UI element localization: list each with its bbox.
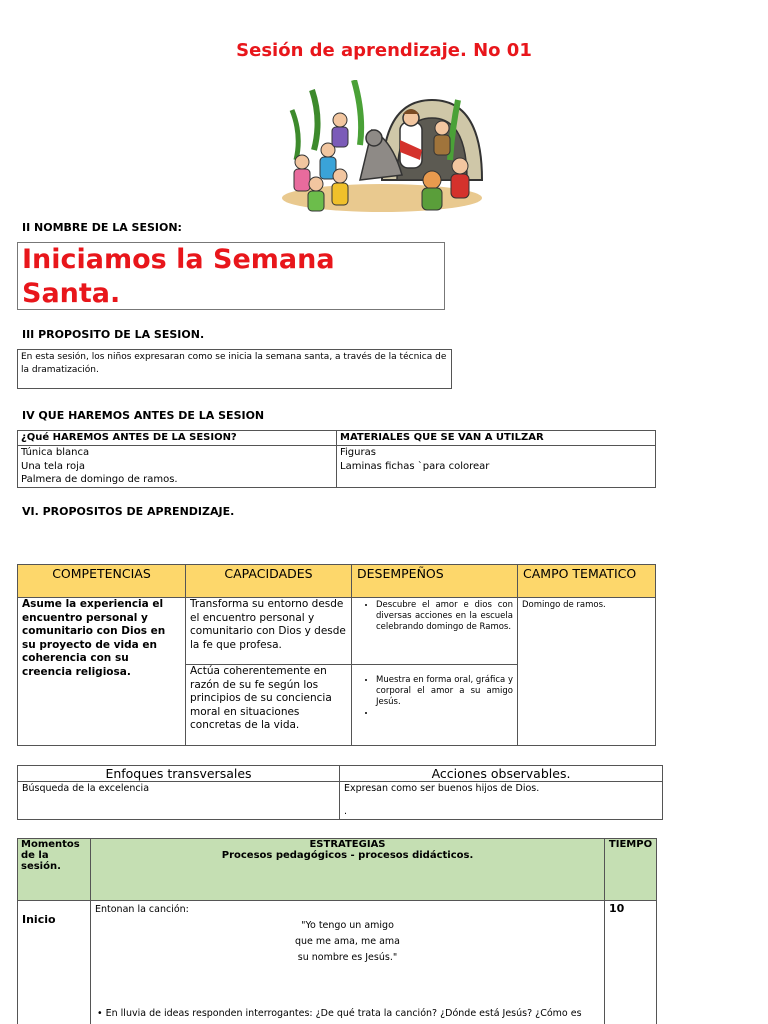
material-item: Laminas fichas `para colorear (340, 460, 490, 472)
header-desempenos: DESEMPEÑOS (352, 565, 518, 598)
section-before-label: IV QUE HAREMOS ANTES DE LA SESION (22, 409, 265, 422)
capacidad-cell: Actúa coherentemente en razón de su fe según los principios de su conciencia moral en situaciones concretas de la vida. (186, 665, 352, 746)
header-enfoques: Enfoques transversales (18, 766, 340, 782)
before-activities-cell (18, 446, 337, 488)
before-materials-cell (337, 446, 656, 488)
section-learning-label: VI. PROPOSITOS DE APRENDIZAJE. (22, 505, 235, 518)
before-session-table (17, 430, 656, 488)
estrategias-subtitle: Procesos pedagógicos - procesos didácticos. (221, 850, 474, 861)
purpose-box (17, 349, 452, 389)
song-line: que me ama, me ama (295, 936, 400, 947)
strategy-cell (91, 901, 605, 1024)
accion-cell (340, 782, 663, 820)
header-estrategias (91, 839, 605, 901)
accion-text: Expresan como ser buenos hijos de Dios. (344, 783, 540, 794)
activity-item: Palmera de domingo de ramos. (21, 474, 178, 485)
header-momentos: Momentos de la sesión. (18, 839, 91, 901)
campo-tematico-cell: Domingo de ramos. (518, 598, 656, 746)
strategy-bullet: • En lluvia de ideas responden interrogantes: ¿De qué trata la canción? ¿Dónde está Jesús? ¿Cómo es (97, 1008, 582, 1019)
enfoque-cell: Búsqueda de la excelencia (18, 782, 340, 820)
session-name: Iniciamos la Semana Santa. (22, 244, 335, 309)
header-acciones: Acciones observables. (340, 766, 663, 782)
competencies-table (17, 564, 656, 746)
session-name-box (17, 242, 445, 310)
header-tiempo: TIEMPO (605, 839, 657, 901)
song-lyrics (95, 918, 600, 966)
before-header-materials: MATERIALES QUE SE VAN A UTILZAR (337, 431, 656, 446)
activity-item: Túnica blanca (21, 447, 90, 458)
header-campo-tematico: CAMPO TEMATICO (518, 565, 656, 598)
purpose-text: En esta sesión, los niños expresaran como se inicia la semana santa, a través de la técnica de la dramatización. (21, 352, 447, 375)
material-item: Figuras (340, 447, 376, 458)
competencia-cell: Asume la experiencia el encuentro personal y comunitario con Dios en su proyecto de vida en coherencia con su creencia religiosa. (18, 598, 186, 746)
desempeno-item: • Muestra en forma oral, gráfica y corporal el amor a su amigo Jesús. (376, 675, 513, 708)
before-header-activities: ¿Qué HAREMOS ANTES DE LA SESION? (18, 431, 337, 446)
desempeno-cell (352, 665, 518, 746)
section-name-label: II NOMBRE DE LA SESION: (22, 221, 182, 234)
header-capacidades: CAPACIDADES (186, 565, 352, 598)
desempeno-item-empty (376, 708, 513, 719)
capacidad-cell: Transforma su entorno desde el encuentro personal y comunitario con Dios y desde la fe que profesa. (186, 598, 352, 665)
tiempo-cell: 10 (605, 901, 657, 1024)
desempeno-item: • Descubre el amor e dios con diversas acciones en la escuela celebrando domingo de Ramos. (376, 600, 513, 633)
enfoques-table (17, 765, 663, 820)
strategy-bullet-text: En lluvia de ideas responden interrogantes: ¿De qué trata la canción? ¿Dónde está Jesús? ¿Cómo es (105, 1008, 582, 1019)
header-competencias: COMPETENCIAS (18, 565, 186, 598)
page-title: Sesión de aprendizaje. No 01 (236, 40, 532, 61)
activity-item: Una tela roja (21, 460, 86, 472)
estrategias-title: ESTRATEGIAS (309, 839, 386, 850)
moments-table (17, 838, 657, 1024)
palm-sunday-illustration (282, 80, 486, 214)
momento-cell: Inicio (18, 901, 91, 1024)
song-line: su nombre es Jesús." (297, 952, 398, 963)
strategy-intro: Entonan la canción: (95, 904, 189, 915)
desempeno-cell (352, 598, 518, 665)
section-purpose-label: III PROPOSITO DE LA SESION. (22, 328, 205, 341)
accion-extra: . (344, 806, 348, 817)
song-line: "Yo tengo un amigo (301, 920, 394, 931)
